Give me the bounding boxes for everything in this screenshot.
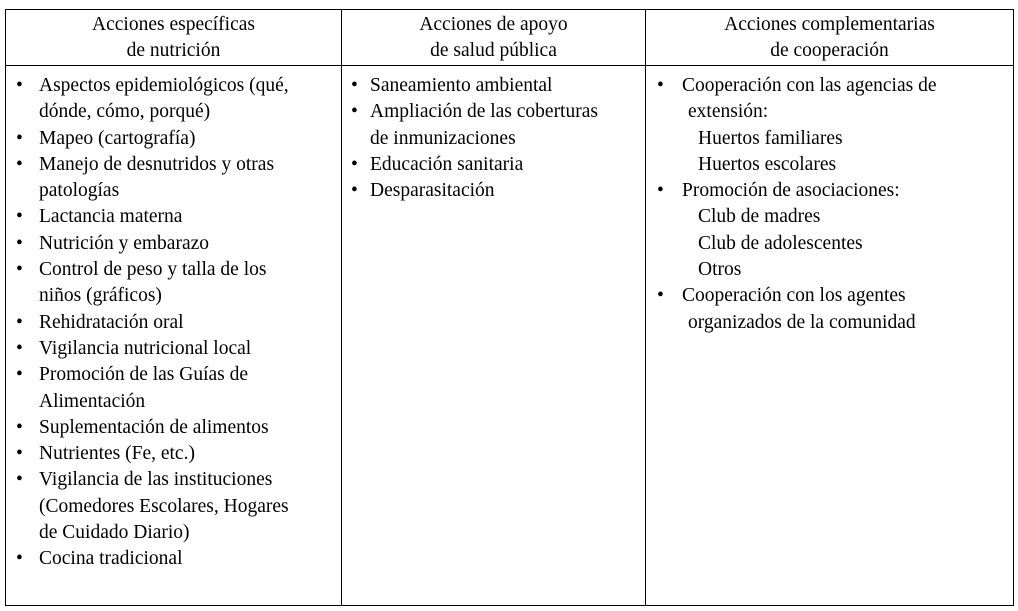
list-item-text: dónde, cómo, porqué) [39, 101, 211, 123]
list-item [6, 336, 341, 362]
list-subitem: Huertos familiares [698, 127, 843, 149]
list-item-text: Control de peso y talla de los [39, 259, 267, 281]
list-subitem: Huertos escolares [698, 153, 837, 175]
bullet-icon: • [16, 443, 23, 465]
list-item [646, 283, 1013, 336]
list-subitem: Club de madres [698, 206, 821, 228]
bullet-icon: • [16, 311, 23, 333]
bullet-icon: • [657, 285, 664, 307]
bullet-icon: • [16, 232, 23, 254]
list-subitem: Otros [698, 259, 742, 281]
nutrition-actions-cell [6, 66, 342, 606]
bullet-icon: • [351, 180, 358, 202]
list-item-text: Lactancia materna [39, 206, 183, 228]
list-item-text: Manejo de desnutridos y otras [39, 153, 275, 175]
list-item [646, 178, 1013, 283]
public-health-actions-cell [342, 66, 646, 606]
cooperation-actions-cell [646, 66, 1014, 606]
bullet-icon: • [16, 206, 23, 228]
cooperation-actions-list [646, 66, 1013, 336]
list-item-text: Suplementación de alimentos [39, 416, 269, 438]
bullet-icon: • [16, 75, 23, 96]
list-item-text: de inmunizaciones [370, 127, 516, 149]
list-item-text: Nutrición y embarazo [39, 232, 210, 254]
bullet-icon: • [16, 153, 23, 175]
header-nutrition-line-2: de nutrición [126, 39, 221, 61]
list-item-text: Rehidratación oral [39, 311, 184, 333]
header-cooperation [646, 10, 1014, 66]
list-item-text: Promoción de asociaciones: [682, 180, 900, 202]
header-row [6, 10, 1014, 66]
list-item-text: Ampliación de las coberturas [370, 101, 598, 123]
list-subitem: Club de adolescentes [698, 232, 863, 254]
list-item [6, 467, 341, 546]
list-item-text: Vigilancia de las instituciones [39, 469, 273, 491]
list-item [6, 231, 341, 257]
bullet-icon: • [16, 548, 23, 570]
list-item [6, 310, 341, 336]
list-item [6, 73, 341, 126]
nutrition-actions-list [6, 66, 341, 573]
bullet-icon: • [351, 101, 358, 123]
bullet-icon: • [16, 259, 23, 281]
header-cooperation-line-1: Acciones complementarias [724, 13, 935, 35]
list-item-text: Nutrientes (Fe, etc.) [39, 443, 195, 465]
list-item-text: patologías [39, 180, 120, 202]
bullet-icon: • [16, 127, 23, 149]
list-item-text: Mapeo (cartografía) [39, 127, 196, 149]
list-item-text: Aspectos epidemiológicos (qué, [39, 75, 289, 96]
header-public-health-line-2: de salud pública [430, 39, 557, 61]
list-item [646, 73, 1013, 178]
bullet-icon: • [351, 75, 358, 96]
list-item-text: Cooperación con las agencias de [682, 75, 937, 96]
bullet-icon: • [657, 180, 664, 202]
list-item [342, 178, 645, 204]
list-item [342, 152, 645, 178]
list-item-text: niños (gráficos) [39, 285, 162, 307]
body-row [6, 66, 1014, 606]
list-item [6, 546, 341, 572]
list-item-text: Educación sanitaria [370, 153, 524, 175]
bullet-icon: • [16, 337, 23, 359]
list-item [6, 415, 341, 441]
bullet-icon: • [351, 153, 358, 175]
bullet-icon: • [657, 75, 664, 96]
public-health-actions-list [342, 66, 645, 204]
list-item [342, 99, 645, 152]
header-public-health [342, 10, 646, 66]
bullet-icon: • [16, 364, 23, 386]
bullet-icon: • [16, 416, 23, 438]
list-item-text: Alimentación [39, 390, 146, 412]
list-item-text: Vigilancia nutricional local [39, 337, 252, 359]
bullet-icon: • [16, 469, 23, 491]
header-nutrition-line-1: Acciones específicas [92, 13, 255, 35]
list-item [6, 204, 341, 230]
header-nutrition [6, 10, 342, 66]
list-item [6, 362, 341, 415]
list-item-text: Cooperación con los agentes [682, 285, 906, 307]
header-cooperation-line-2: de cooperación [770, 39, 889, 61]
list-item-text: organizados de la comunidad [688, 311, 916, 333]
list-item [6, 152, 341, 205]
list-item [6, 257, 341, 310]
list-item-text: de Cuidado Diario) [39, 522, 190, 544]
list-item-text: (Comedores Escolares, Hogares [39, 495, 289, 517]
actions-table [5, 9, 1014, 606]
list-item-text: Cocina tradicional [39, 548, 183, 570]
list-item [6, 441, 341, 467]
list-item-text: extensión: [688, 101, 769, 123]
header-public-health-line-1: Acciones de apoyo [419, 13, 568, 35]
list-item-text: Desparasitación [370, 180, 495, 202]
list-item [342, 73, 645, 99]
list-item [6, 126, 341, 152]
list-item-text: Saneamiento ambiental [370, 75, 553, 96]
list-item-text: Promoción de las Guías de [39, 364, 249, 386]
